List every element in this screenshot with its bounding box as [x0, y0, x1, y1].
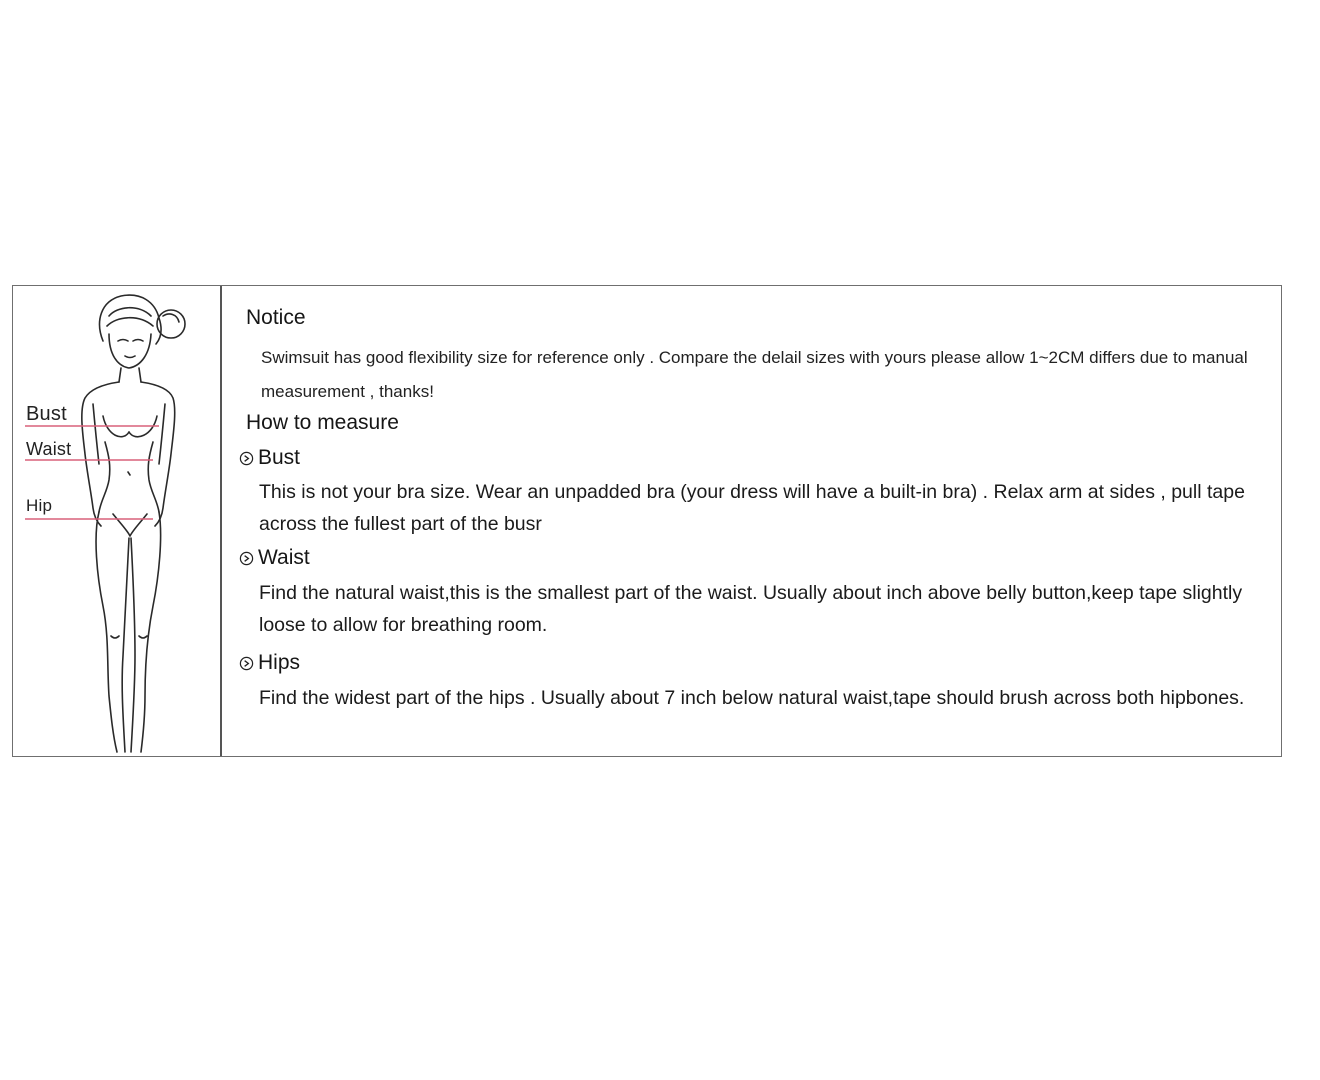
- waist-section-text: Find the natural waist,this is the smallest part of the waist. Usually about inch above belly button,keep tape slightly loose to allow for breathing room.: [259, 582, 1243, 636]
- circled-arrow-icon: [239, 551, 254, 566]
- hip-label: Hip: [26, 496, 53, 515]
- notice-title: Notice: [246, 306, 306, 329]
- instructions-panel: [246, 286, 1286, 756]
- circled-arrow-icon: [239, 451, 254, 466]
- circled-arrow-icon: [239, 656, 254, 671]
- how-to-measure-title: How to measure: [246, 411, 399, 434]
- waist-label: Waist: [26, 439, 72, 459]
- bust-section-title: Bust: [258, 446, 301, 469]
- hips-section-heading: [239, 651, 300, 675]
- hips-section-text: Find the widest part of the hips . Usually about 7 inch below natural waist,tape should brush across both hipbones.: [259, 687, 1245, 709]
- waist-section-heading: [239, 546, 310, 570]
- woman-figure-illustration: [13, 286, 220, 756]
- notice-body: Swimsuit has good flexibility size for reference only . Compare the delail sizes with yours please allow 1~2CM differs due to manual measurement , thanks!: [261, 348, 1248, 401]
- figure-panel: [13, 286, 222, 756]
- bust-section-heading: [239, 446, 300, 470]
- bust-label: Bust: [26, 403, 67, 425]
- size-guide-box: [12, 285, 1282, 757]
- hips-section-title: Hips: [258, 651, 301, 674]
- bust-section-text: This is not your bra size. Wear an unpadded bra (your dress will have a built-in bra) . Relax arm at sides , pull tape across the fullest part of the busr: [259, 481, 1245, 535]
- waist-section-title: Waist: [258, 546, 310, 569]
